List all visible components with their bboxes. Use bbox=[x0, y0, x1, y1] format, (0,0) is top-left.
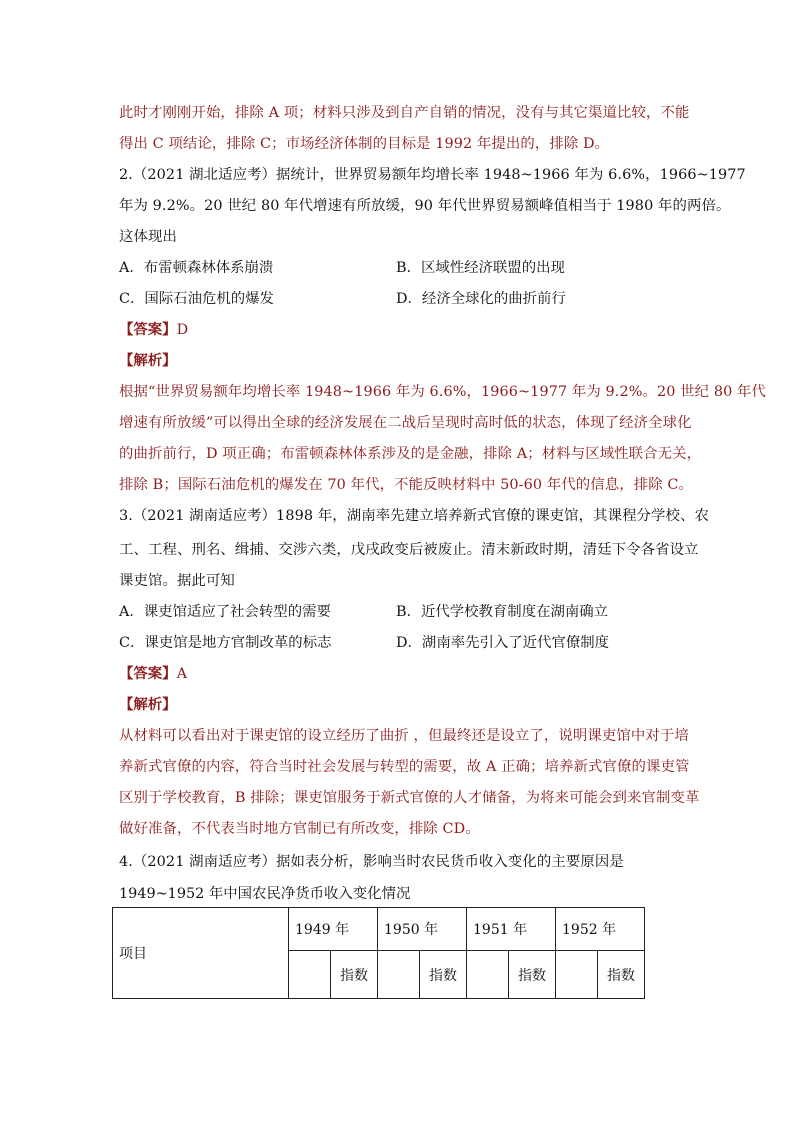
q4-table-title: 1949~1952 年中国农民净货币收入变化情况 bbox=[119, 886, 411, 902]
q2-option-a: A．布雷顿森林体系崩溃 bbox=[119, 260, 274, 276]
table-index-header: 指数 bbox=[331, 951, 378, 999]
q3-answer-label: 【答案】 bbox=[119, 665, 177, 682]
q2-option-d: D．经济全球化的曲折前行 bbox=[396, 291, 566, 307]
table-cell-empty bbox=[289, 951, 331, 999]
prev-analysis-line-1: 此时才刚刚开始，排除 A 项；材料只涉及到自产自销的情况，没有与其它渠道比较，不能 bbox=[119, 105, 690, 121]
q2-stem-line-3: 这体现出 bbox=[119, 229, 177, 245]
q3-answer-value: A bbox=[176, 666, 187, 682]
q4-stem-line-1: 4.（2021 湖南适应考）据如表分析，影响当时农民货币收入变化的主要原因是 bbox=[119, 854, 624, 870]
table-item-header: 项目 bbox=[113, 908, 289, 999]
q3-stem-line-1: 3.（2021 湖南适应考）1898 年，湖南率先建立培养新式官僚的课吏馆，其课程分学校、农 bbox=[119, 508, 710, 524]
table-year-1950: 1950 年 bbox=[378, 908, 467, 951]
q2-answer bbox=[119, 320, 188, 340]
table-index-header: 指数 bbox=[598, 951, 645, 999]
table-cell-empty bbox=[556, 951, 598, 999]
table-header-row bbox=[113, 908, 645, 951]
q3-analysis-line-2: 养新式官僚的内容，符合当时社会发展与转型的需要，故 A 正确；培养新式官僚的课吏管 bbox=[119, 759, 690, 775]
table-cell-empty bbox=[378, 951, 420, 999]
q3-analysis-line-3: 区别于学校教育，B 排除；课吏馆服务于新式官僚的人才储备，为将来可能会到来官制变革 bbox=[119, 790, 700, 806]
q2-option-c: C．国际石油危机的爆发 bbox=[119, 291, 274, 307]
q2-analysis-line-1: 根据“世界贸易额年均增长率 1948~1966 年为 6.6%，1966~1977 年为 9.2%。20 世纪 80 年代 bbox=[119, 384, 766, 400]
q3-analysis-line-1: 从材料可以看出对于课吏馆的设立经历了曲折 ，但最终还是设立了，说明课吏馆中对于培 bbox=[119, 728, 689, 744]
q2-analysis-label: 【解析】 bbox=[119, 352, 177, 369]
q3-analysis-label: 【解析】 bbox=[119, 696, 177, 713]
q3-analysis-line-4: 做好准备，不代表当时地方官制已有所改变，排除 CD。 bbox=[119, 821, 480, 837]
prev-analysis-line-2: 得出 C 项结论，排除 C；市场经济体制的目标是 1992 年提出的，排除 D。 bbox=[119, 136, 610, 152]
q3-option-b: B．近代学校教育制度在湖南确立 bbox=[396, 604, 609, 620]
table-year-1951: 1951 年 bbox=[467, 908, 556, 951]
q3-option-d: D．湖南率先引入了近代官僚制度 bbox=[396, 635, 610, 651]
q2-stem-line-2: 年为 9.2%。20 世纪 80 年代增速有所放缓，90 年代世界贸易额峰值相当于 1980 年的两倍。 bbox=[119, 198, 731, 214]
q2-answer-value: D bbox=[176, 322, 189, 338]
q3-stem-line-2: 工、工程、刑名、缉捕、交涉六类，戊戌政变后被废止。清末新政时期，清廷下令各省设立 bbox=[119, 542, 699, 558]
q2-option-b: B．区域性经济联盟的出现 bbox=[396, 260, 565, 276]
table-cell-empty bbox=[467, 951, 509, 999]
table-year-1949: 1949 年 bbox=[289, 908, 378, 951]
q3-option-a: A．课吏馆适应了社会转型的需要 bbox=[119, 604, 331, 620]
q3-stem-line-3: 课吏馆。据此可知 bbox=[119, 573, 235, 589]
q2-answer-label: 【答案】 bbox=[119, 321, 177, 338]
q3-answer bbox=[119, 664, 187, 684]
q2-analysis-line-2: 增速有所放缓”可以得出全球的经济发展在二战后呈现时高时低的状态，体现了经济全球化 bbox=[119, 415, 692, 431]
table-index-header: 指数 bbox=[420, 951, 467, 999]
q2-stem-line-1: 2.（2021 湖北适应考）据统计，世界贸易额年均增长率 1948~1966 年为 6.6%，1966~1977 bbox=[119, 167, 746, 183]
income-table bbox=[112, 907, 645, 999]
q2-analysis-line-4: 排除 B；国际石油危机的爆发在 70 年代，不能反映材料中 50-60 年代的信息，排除 C。 bbox=[119, 477, 694, 493]
table-index-header: 指数 bbox=[509, 951, 556, 999]
q3-option-c: C．课吏馆是地方官制改革的标志 bbox=[119, 635, 332, 651]
table-year-1952: 1952 年 bbox=[556, 908, 645, 951]
q2-analysis-line-3: 的曲折前行，D 项正确；布雷顿森林体系涉及的是金融，排除 A；材料与区域性联合无关， bbox=[119, 446, 702, 462]
